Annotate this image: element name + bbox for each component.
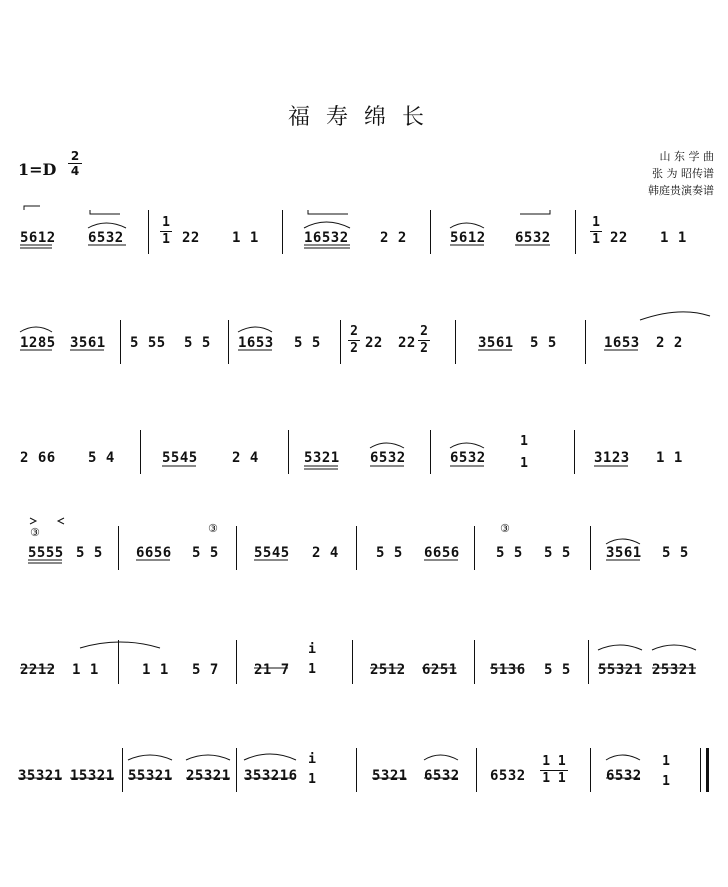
note-group: 1653 — [238, 335, 274, 351]
bar-line — [148, 210, 149, 254]
score-line-1 — [0, 190, 728, 310]
bar-line — [352, 640, 353, 684]
note-group: 6532 — [515, 230, 551, 246]
note-group: 1 1 — [660, 230, 687, 246]
bar-line — [474, 526, 475, 570]
note-group: 5 5 — [544, 545, 571, 561]
note-group: 2 2 — [380, 230, 407, 246]
note-group: 6532 — [424, 768, 460, 784]
note-group: 3561 — [478, 335, 514, 351]
note-group: 5 5 — [76, 545, 103, 561]
bar-line — [282, 210, 283, 254]
note-group: 1653 — [604, 335, 640, 351]
bar-line — [356, 748, 357, 792]
note-group: 5 5 — [662, 545, 689, 561]
note-group: 1 1 — [656, 450, 683, 466]
time-signature-top: 2 — [70, 149, 80, 163]
note-group: 16532 — [304, 230, 349, 246]
note-group: 5555 — [28, 545, 64, 561]
note-group: 2 66 — [20, 450, 56, 466]
note-group: 5321 — [372, 768, 408, 784]
note-group: 1 1 — [72, 662, 99, 678]
note-group: 5 7 — [192, 662, 219, 678]
note-group: 22 — [365, 335, 383, 351]
bar-line — [122, 748, 123, 792]
credit-line: 韩庭贵演奏谱 — [648, 184, 714, 197]
note-group: 5612 — [20, 230, 56, 246]
bar-line — [430, 210, 431, 254]
credit-line: 张 为 昭传谱 — [652, 167, 714, 180]
chord-stack: 1 1 — [160, 215, 172, 248]
note-group: 2212 — [20, 662, 56, 678]
score-title: 福寿绵长 — [287, 105, 440, 130]
note-group: 5 5 — [184, 335, 211, 351]
note-group: 5612 — [450, 230, 486, 246]
note-group: 5 5 — [294, 335, 321, 351]
note-group: 35321 — [18, 768, 63, 784]
chord-stack: 1 1 — [590, 215, 602, 248]
note-group: 5545 — [254, 545, 290, 561]
note-group: 6656 — [136, 545, 172, 561]
note-group: 55321 — [128, 768, 173, 784]
note-group: 3123 — [594, 450, 630, 466]
note-group: 2 4 — [232, 450, 259, 466]
note-group: 6251 — [422, 662, 458, 678]
note-group: 5 5 — [192, 545, 219, 561]
note-group: 5 5 — [544, 662, 571, 678]
chord-stack: 1 1 — [520, 434, 528, 471]
note-group: 3561 — [70, 335, 106, 351]
credit-line: 山 东 学 曲 — [659, 150, 714, 163]
score-line-4 — [0, 520, 728, 640]
note-group: 5 4 — [88, 450, 115, 466]
final-bar-line — [700, 748, 709, 792]
circled-three-mark: ③ — [30, 526, 40, 539]
note-group: 5545 — [162, 450, 198, 466]
chord-stack: 1 1 — [662, 754, 670, 789]
bar-line — [236, 526, 237, 570]
bar-line — [140, 430, 141, 474]
bar-line — [120, 320, 121, 364]
chord-stack: 2 2 — [348, 324, 360, 357]
bar-line — [228, 320, 229, 364]
key-signature: 1=D — [18, 160, 57, 179]
bar-line — [590, 748, 591, 792]
note-group: 25321 — [652, 662, 697, 678]
bar-line — [430, 430, 431, 474]
chord-stack: 1 1 1 1 — [540, 754, 568, 787]
bar-line — [590, 526, 591, 570]
note-group: 2 2 — [656, 335, 683, 351]
time-signature-bottom: 4 — [70, 164, 80, 178]
note-group: 6532 — [88, 230, 124, 246]
note-group: 25321 — [186, 768, 231, 784]
bar-line — [118, 640, 119, 684]
bar-line — [585, 320, 586, 364]
note-group: 1285 — [20, 335, 56, 351]
circled-three-mark: ③ — [208, 522, 218, 535]
score-line-5 — [0, 630, 728, 750]
bar-line — [340, 320, 341, 364]
note-group: 6532 — [606, 768, 642, 784]
bar-line — [574, 430, 575, 474]
bar-line — [236, 640, 237, 684]
note-group: 21 7 — [254, 662, 290, 678]
note-group: 2512 — [370, 662, 406, 678]
note-group: 22 — [398, 335, 416, 351]
chord-stack: 2 2 — [418, 324, 430, 357]
bar-line — [236, 748, 237, 792]
note-group: 5321 — [304, 450, 340, 466]
note-group: 353216 — [244, 768, 298, 784]
bar-line — [575, 210, 576, 254]
note-group: 22 — [182, 230, 200, 246]
bar-line — [455, 320, 456, 364]
time-signature — [68, 150, 82, 177]
note-group: 6532 — [490, 768, 526, 784]
chord-stack: i 1 — [308, 642, 316, 677]
bar-line — [288, 430, 289, 474]
note-group: 15321 — [70, 768, 115, 784]
note-group: 3561 — [606, 545, 642, 561]
note-group: 5 55 — [130, 335, 166, 351]
note-group: 6656 — [424, 545, 460, 561]
note-group: 5136 — [490, 662, 526, 678]
bar-line — [474, 640, 475, 684]
note-group: 5 5 — [530, 335, 557, 351]
score-line-6 — [0, 740, 728, 860]
bar-line — [588, 640, 589, 684]
note-group: 6532 — [370, 450, 406, 466]
score-line-2 — [0, 310, 728, 430]
bar-line — [476, 748, 477, 792]
note-group: 5 5 — [376, 545, 403, 561]
note-group: 1 1 — [142, 662, 169, 678]
chord-stack: i 1 — [308, 752, 316, 787]
note-group: 5 5 — [496, 545, 523, 561]
note-group: 2 4 — [312, 545, 339, 561]
circled-three-mark: ③ — [500, 522, 510, 535]
note-group: 55321 — [598, 662, 643, 678]
bar-line — [118, 526, 119, 570]
note-group: 1 1 — [232, 230, 259, 246]
bar-line — [356, 526, 357, 570]
note-group: 22 — [610, 230, 628, 246]
note-group: 6532 — [450, 450, 486, 466]
